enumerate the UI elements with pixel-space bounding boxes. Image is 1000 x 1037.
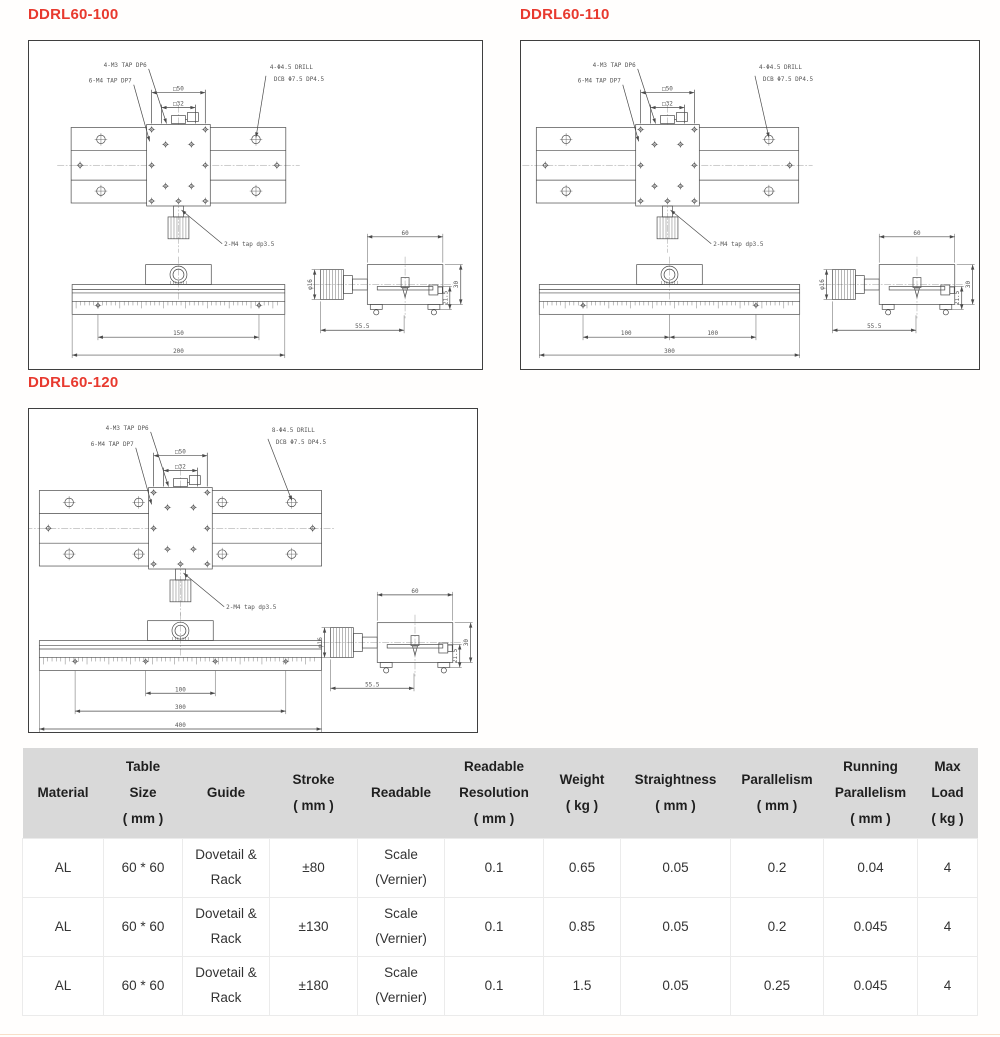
spec-cell: Dovetail & Rack [183, 839, 270, 898]
spec-col-header: Straightness ( mm ) [621, 748, 731, 839]
svg-text:60: 60 [411, 587, 419, 595]
spec-cell: 0.045 [824, 957, 918, 1016]
svg-text:55.5: 55.5 [355, 323, 370, 331]
svg-text:□32: □32 [175, 463, 186, 471]
spec-table-head [23, 748, 978, 839]
spec-cell: 0.2 [731, 898, 824, 957]
spec-cell: ±80 [270, 839, 358, 898]
spec-cell: 0.05 [621, 839, 731, 898]
spec-cell: 4 [918, 898, 978, 957]
svg-text:4-M3 TAP DP6: 4-M3 TAP DP6 [592, 61, 636, 69]
svg-text:300: 300 [175, 704, 186, 712]
svg-text:200: 200 [173, 348, 184, 356]
spec-row [23, 839, 978, 898]
svg-text:φ16: φ16 [307, 279, 315, 290]
spec-cell: 0.1 [445, 898, 544, 957]
spec-row [23, 898, 978, 957]
bottom-section-divider [0, 1034, 1000, 1035]
svg-text:2-M4 tap dp3.5: 2-M4 tap dp3.5 [713, 240, 764, 248]
svg-text:□50: □50 [662, 85, 673, 93]
svg-text:DCB Φ7.5 DP4.5: DCB Φ7.5 DP4.5 [762, 75, 814, 83]
svg-text:6-M4 TAP DP7: 6-M4 TAP DP7 [577, 77, 621, 85]
drawing-panel-ddrl60-100 [28, 40, 483, 370]
svg-text:6-M4 TAP DP7: 6-M4 TAP DP7 [90, 440, 134, 448]
svg-text:φ16: φ16 [317, 637, 325, 648]
spec-col-header: Readable Resolution ( mm ) [445, 748, 544, 839]
spec-col-header: Stroke ( mm ) [270, 748, 358, 839]
svg-text:55.5: 55.5 [365, 681, 380, 689]
svg-text:30: 30 [453, 280, 461, 289]
spec-cell: 60 * 60 [104, 839, 183, 898]
spec-cell: AL [23, 898, 104, 957]
spec-cell: Scale (Vernier) [358, 957, 445, 1016]
svg-text:□32: □32 [662, 100, 673, 108]
spec-col-header: Table Size ( mm ) [104, 748, 183, 839]
spec-cell: ±180 [270, 957, 358, 1016]
spec-cell: 0.1 [445, 839, 544, 898]
svg-text:300: 300 [664, 348, 675, 356]
svg-text:4-M3 TAP DP6: 4-M3 TAP DP6 [105, 424, 149, 432]
spec-cell: Dovetail & Rack [183, 957, 270, 1016]
svg-text:55.5: 55.5 [867, 323, 882, 331]
spec-row [23, 957, 978, 1016]
spec-cell: 0.04 [824, 839, 918, 898]
spec-cell: 0.25 [731, 957, 824, 1016]
spec-cell: AL [23, 839, 104, 898]
svg-text:4-M3 TAP DP6: 4-M3 TAP DP6 [103, 61, 147, 69]
svg-text:φ16: φ16 [819, 279, 827, 290]
svg-text:2-M4 tap dp3.5: 2-M4 tap dp3.5 [226, 603, 277, 611]
spec-cell: Scale (Vernier) [358, 839, 445, 898]
svg-text:21.5: 21.5 [954, 290, 962, 306]
svg-text:100: 100 [175, 686, 186, 694]
svg-text:60: 60 [913, 229, 921, 237]
svg-text:30: 30 [463, 638, 471, 647]
spec-cell: 1.5 [544, 957, 621, 1016]
spec-cell: 0.2 [731, 839, 824, 898]
spec-cell: 0.65 [544, 839, 621, 898]
svg-text:21.5: 21.5 [442, 290, 450, 306]
technical-drawing-ddrl60-100 [29, 41, 482, 369]
spec-col-header: Guide [183, 748, 270, 839]
svg-text:100: 100 [707, 330, 719, 338]
svg-text:8-Φ4.5 DRILL: 8-Φ4.5 DRILL [271, 426, 315, 434]
svg-text:400: 400 [175, 722, 186, 730]
spec-cell: ±130 [270, 898, 358, 957]
svg-text:100: 100 [620, 330, 632, 338]
drawing-panel-ddrl60-110 [520, 40, 980, 370]
spec-cell: Scale (Vernier) [358, 898, 445, 957]
svg-text:6-M4 TAP DP7: 6-M4 TAP DP7 [88, 77, 132, 85]
spec-cell: 0.1 [445, 957, 544, 1016]
svg-text:4-Φ4.5 DRILL: 4-Φ4.5 DRILL [269, 63, 313, 71]
spec-cell: 60 * 60 [104, 957, 183, 1016]
spec-cell: AL [23, 957, 104, 1016]
drawing-title-ddrl60-120: DDRL60-120 [28, 374, 119, 391]
svg-text:21.5: 21.5 [452, 648, 460, 664]
svg-text:150: 150 [173, 330, 184, 338]
drawing-panel-ddrl60-120 [28, 408, 478, 733]
spec-col-header: Material [23, 748, 104, 839]
spec-col-header: Max Load ( kg ) [918, 748, 978, 839]
spec-cell: Dovetail & Rack [183, 898, 270, 957]
drawing-title-ddrl60-100: DDRL60-100 [28, 6, 119, 23]
svg-text:DCB Φ7.5 DP4.5: DCB Φ7.5 DP4.5 [273, 75, 325, 83]
spec-cell: 60 * 60 [104, 898, 183, 957]
svg-text:DCB Φ7.5 DP4.5: DCB Φ7.5 DP4.5 [275, 438, 327, 446]
spec-cell: 4 [918, 839, 978, 898]
svg-text:□50: □50 [173, 85, 184, 93]
technical-drawing-ddrl60-120 [29, 409, 477, 732]
svg-text:30: 30 [965, 280, 973, 289]
spec-cell: 0.05 [621, 898, 731, 957]
spec-table-body [23, 839, 978, 1016]
svg-text:4-Φ4.5 DRILL: 4-Φ4.5 DRILL [758, 63, 802, 71]
spec-col-header: Running Parallelism ( mm ) [824, 748, 918, 839]
spec-cell: 0.05 [621, 957, 731, 1016]
svg-text:60: 60 [401, 229, 409, 237]
spec-cell: 0.045 [824, 898, 918, 957]
spec-col-header: Readable [358, 748, 445, 839]
svg-text:□50: □50 [175, 448, 186, 456]
svg-text:□32: □32 [173, 100, 184, 108]
svg-text:2-M4 tap dp3.5: 2-M4 tap dp3.5 [224, 240, 275, 248]
technical-drawing-ddrl60-110 [521, 41, 979, 369]
spec-col-header: Parallelism ( mm ) [731, 748, 824, 839]
spec-col-header: Weight ( kg ) [544, 748, 621, 839]
spec-cell: 4 [918, 957, 978, 1016]
spec-table [22, 748, 978, 1016]
drawing-title-ddrl60-110: DDRL60-110 [520, 6, 610, 23]
spec-cell: 0.85 [544, 898, 621, 957]
